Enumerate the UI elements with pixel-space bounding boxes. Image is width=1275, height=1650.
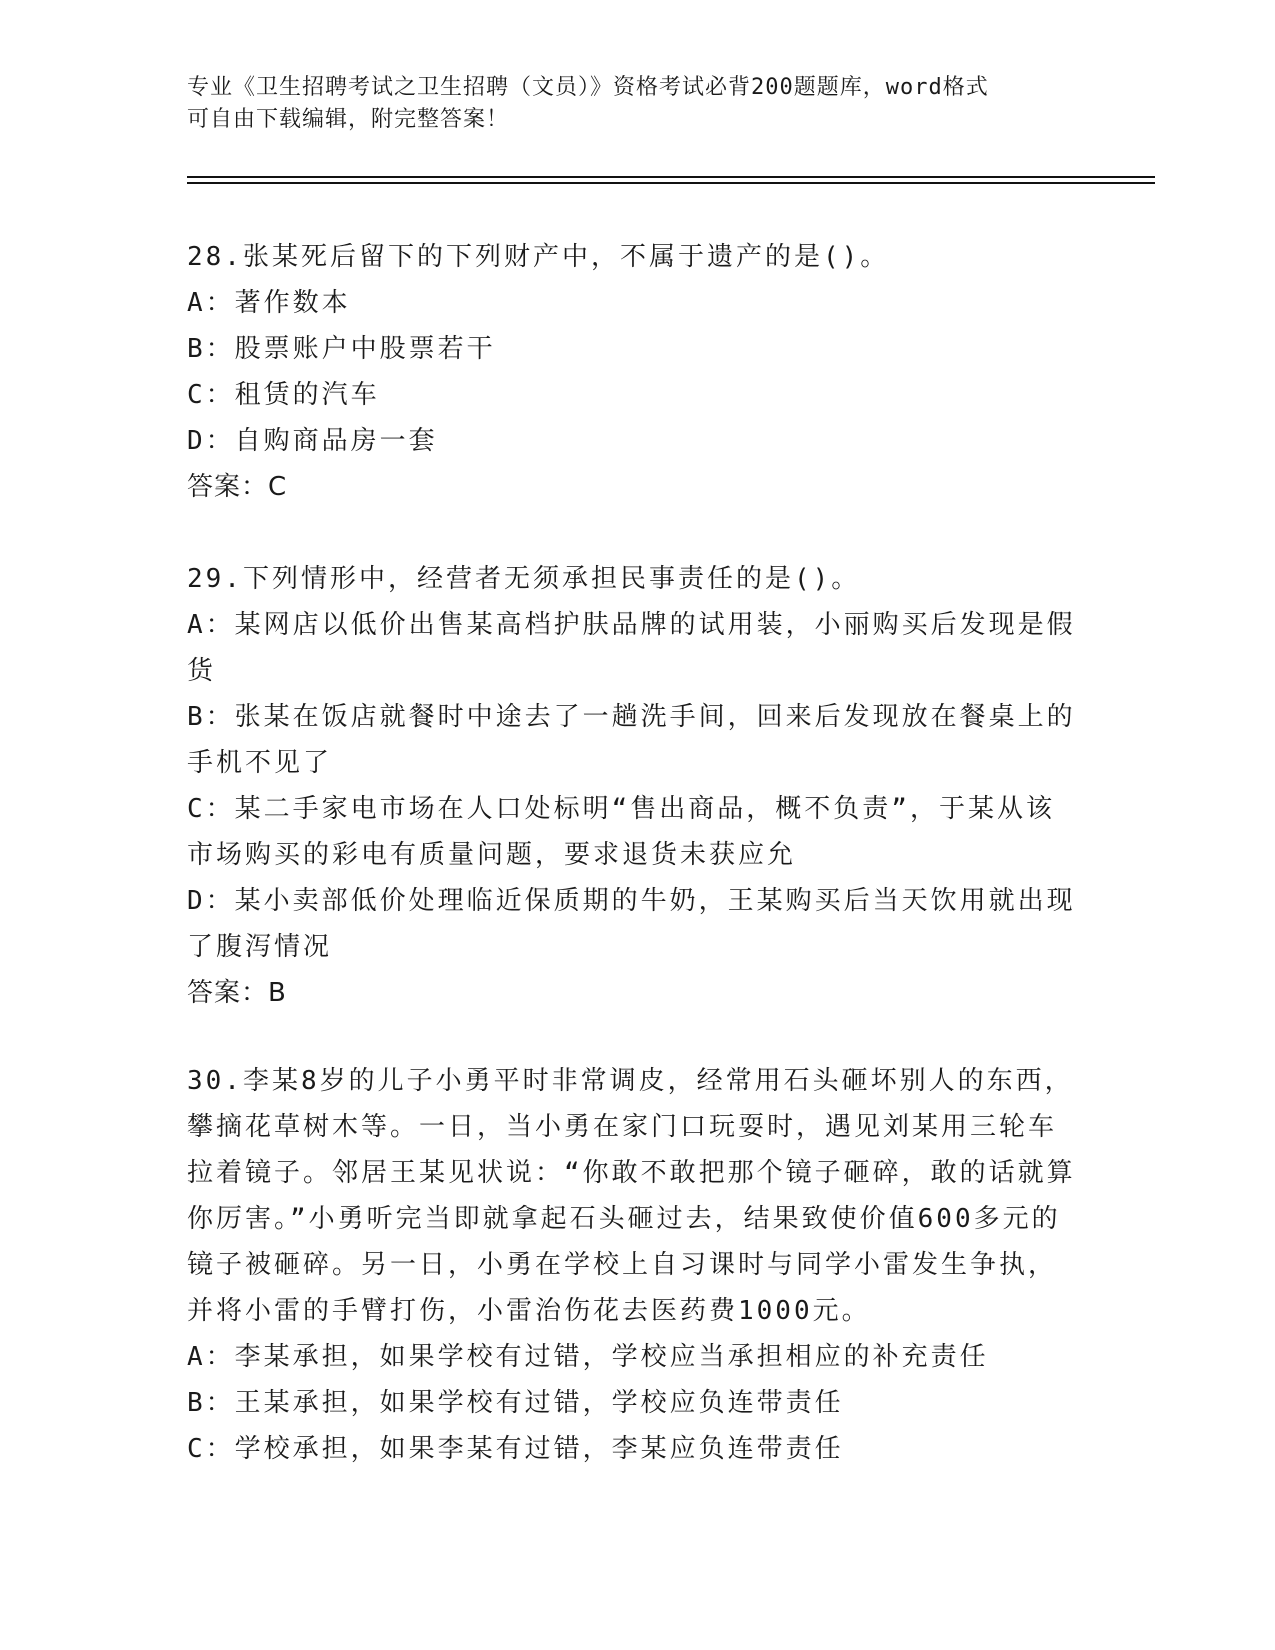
header-divider-bottom [187, 182, 1155, 184]
header-line-2: 可自由下载编辑，附完整答案！ [187, 107, 510, 132]
option-a: A：李某承担，如果学校有过错，学校应当承担相应的补充责任 [187, 1342, 989, 1372]
header-line-1: 专业《卫生招聘考试之卫生招聘（文员）》资格考试必背200题题库，word格式 [187, 75, 989, 100]
option-d: D：某小卖部低价处理临近保质期的牛奶，王某购买后当天饮用就出现了腹泻情况 [187, 886, 1076, 962]
question-stem: 29.下列情形中，经营者无须承担民事责任的是()。 [187, 564, 861, 594]
question-stem: 30.李某8岁的儿子小勇平时非常调皮，经常用石头砸坏别人的东西，攀摘花草树木等。一日，当小勇在家门口玩耍时，遇见刘某用三轮车拉着镜子。邻居王某见状说：“你敢不敢把那个镜子砸碎，敢的话就算你厉害。”小勇听完当即就拿起石头砸过去，结果致使价值600多元的镜子被砸碎。另一日，小勇在学校上自习课时与同学小雷发生争执，并将小雷的手臂打伤，小雷治伤花去医药费1000元。 [187, 1066, 1076, 1326]
option-c: C：某二手家电市场在人口处标明“售出商品，概不负责”，于某从该市场购买的彩电有质量问题，要求退货未获应允 [187, 794, 1055, 870]
option-b: B：王某承担，如果学校有过错，学校应负连带责任 [187, 1388, 844, 1418]
option-a: A：著作数本 [187, 288, 351, 318]
document-header [187, 72, 1067, 136]
option-b: B：股票账户中股票若干 [187, 334, 496, 364]
question-30 [187, 1058, 1077, 1472]
option-a: A：某网店以低价出售某高档护肤品牌的试用装，小丽购买后发现是假货 [187, 610, 1076, 686]
answer: 答案：B [187, 978, 287, 1008]
question-29 [187, 556, 1077, 1016]
option-c: C：租赁的汽车 [187, 380, 380, 410]
question-stem: 28.张某死后留下的下列财产中，不属于遗产的是()。 [187, 242, 890, 272]
option-c: C：学校承担，如果李某有过错，李某应负连带责任 [187, 1434, 844, 1464]
header-divider-top [187, 176, 1155, 178]
question-28 [187, 234, 1077, 510]
option-d: D：自购商品房一套 [187, 426, 438, 456]
answer: 答案：C [187, 472, 288, 502]
option-b: B：张某在饭店就餐时中途去了一趟洗手间，回来后发现放在餐桌上的手机不见了 [187, 702, 1076, 778]
